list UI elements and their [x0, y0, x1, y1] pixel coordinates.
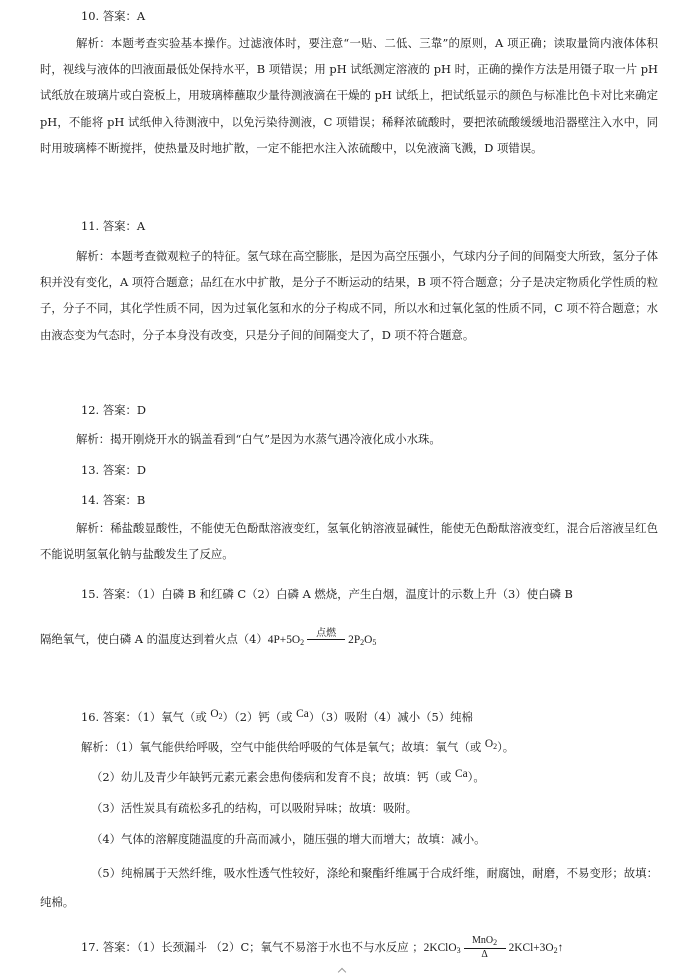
q16-o2-symbol: O — [210, 708, 219, 720]
q15-reaction-arrow — [307, 628, 345, 652]
q17-eq-right — [509, 942, 564, 954]
q16-analysis-2 — [91, 767, 485, 788]
q13-answer: 13. 答案：D — [81, 463, 147, 477]
q17-eq-right-text: 2KCl+3O — [508, 942, 554, 954]
q15-answer-line2 — [40, 628, 376, 653]
q16-a2-ca: Ca — [454, 768, 468, 780]
q15-eq-right-o: O — [364, 634, 373, 646]
q16-ca: Ca — [296, 708, 309, 720]
q10-analysis: 解析：本题考查实验基本操作。过滤液体时，要注意“一贴、二低、三靠”的原则，A 项正确；读取量筒内液体体积时，视线与液体的凹液面最低处保持水平，B 项错误；用 pH 试纸测定溶液的 pH 时，正确的操作方法是用镊子取一片 pH 试纸放在玻璃片或白瓷板上，用玻璃棒蘸取少量待测液滴在干燥的 pH 试纸上，把试纸显示的颜色与标准比色卡对比来确定 pH，不能将 pH 试纸伸入待测液中，以免污染待测液，C 项错误；稀释浓硫酸时，要把浓硫酸缓缓地沿器壁注入水中，同时用玻璃棒不断搅拌，使热量及时地扩散，一定不能把水注入浓硫酸中，以免液滴飞溅，D 项错误。 — [40, 36, 658, 155]
q17-eq-left-text: 2KClO — [423, 942, 457, 954]
q16-a1-o2-symbol: O — [484, 738, 494, 750]
q12-answer: 12. 答案：D — [81, 403, 147, 417]
q15-eq-right — [348, 634, 376, 646]
q12-analysis: 解析：揭开刚烧开水的锅盖看到“白气”是因为水蒸气遇冷液化成小水珠。 — [76, 432, 441, 446]
q15-eq-right-sub1: 2 — [360, 638, 365, 647]
q16-a1-o2-sub: 2 — [493, 742, 498, 751]
q16-answer — [81, 707, 473, 731]
q16-answer-post: ）（3）吸附（4）减小（5）纯棉 — [308, 710, 473, 724]
q16-a1-post: ）。 — [497, 740, 515, 754]
q17-eq-top-text: MnO — [472, 935, 494, 946]
q16-answer-pre: 16. 答案：（1）氧气（或 — [81, 710, 211, 724]
q16-a1-pre: 解析：（1）氧气能供给呼吸，空气中能供给呼吸的气体是氧气；故填：氧气（或 — [81, 740, 485, 754]
q15-eq-bottom-blank — [307, 640, 345, 652]
q17-answer — [81, 935, 563, 961]
q11-analysis: 解析：本题考查微观粒子的特征。氢气球在高空膨胀，是因为高空压强小，气球内分子间的间隔变大所致，氢分子体积并没有变化，A 项符合题意；品红在水中扩散，是分子不断运动的结果，B 项不符合题意；分子是决定物质化学性质的粒子，分子不同，其化学性质不同，因为过氧化氢和水的分子构成不同，所以水和过氧化氢的性质不同，C 项不符合题意；水由液态变为气态时，分子本身没有改变，只是分子间的间隔变大了，D 项不符合题意。 — [40, 249, 658, 342]
q15-line2-text: 隔绝氧气，使白磷 A 的温度达到着火点（4） — [40, 632, 268, 646]
q17-answer-text: 17. 答案：（1）长颈漏斗 （2）C；氧气不易溶于水也不与水反应 ； — [81, 940, 424, 954]
q15-eq-left-sub: 2 — [300, 638, 305, 647]
q17-eq-left-sub: 3 — [456, 946, 461, 955]
q15-answer-line1: 15. 答案：（1）白磷 B 和红磷 C（2）白磷 A 燃烧，产生白烟，温度计的示数上升（3）使白磷 B — [81, 587, 573, 601]
q15-eq-left — [268, 634, 304, 646]
q16-o2 — [210, 708, 222, 720]
q15-eq-right-text: 2P — [348, 634, 361, 646]
q16-a2-pre: （2）幼儿及青少年缺钙元素元素会患佝偻病和发育不良；故填：钙（或 — [91, 770, 455, 784]
q16-o2-sub: 2 — [218, 712, 223, 721]
q17-eq-left — [424, 942, 461, 954]
q16-a2-post: ）。 — [467, 770, 485, 784]
q16-a1-o2 — [485, 738, 497, 750]
q16-analysis-1 — [81, 737, 514, 761]
q17-eq-top — [464, 935, 506, 948]
q16-analysis-5: （5）纯棉属于天然纤维，吸水性透气性较好，涤纶和聚酯纤维属于合成纤维，耐腐蚀，耐磨，不易变形；故填：纯棉。 — [40, 866, 658, 909]
q11-answer: 11. 答案：A — [81, 219, 146, 233]
q15-eq-condition: 点燃 — [316, 628, 337, 639]
q17-eq-right-sub: 2 — [553, 946, 558, 955]
q15-eq-left-text: 4P+5O — [267, 634, 301, 646]
q17-eq-top-sub: 2 — [493, 938, 498, 947]
q16-analysis-3: （3）活性炭具有疏松多孔的结构，可以吸附异味；故填：吸附。 — [91, 801, 418, 815]
q17-gas-arrow: ↑ — [557, 942, 564, 954]
q16-analysis-4: （4）气体的溶解度随温度的升高而减小，随压强的增大而增大；故填：减小。 — [91, 832, 486, 846]
q14-answer: 14. 答案：B — [81, 493, 146, 507]
q14-analysis: 解析：稀盐酸显酸性，不能使无色酚酞溶液变红，氢氧化钠溶液显碱性，能使无色酚酞溶液变红，混合后溶液呈红色不能说明氢氧化钠与盐酸发生了反应。 — [40, 521, 658, 562]
q16-answer-mid: ）（2）钙（或 — [222, 710, 297, 724]
page-scroll-mark — [338, 968, 346, 976]
q17-eq-bottom: Δ — [481, 949, 488, 960]
q15-eq-right-sub2: 5 — [372, 638, 377, 647]
q10-answer: 10. 答案：A — [81, 9, 146, 23]
q17-reaction-arrow — [464, 935, 506, 961]
